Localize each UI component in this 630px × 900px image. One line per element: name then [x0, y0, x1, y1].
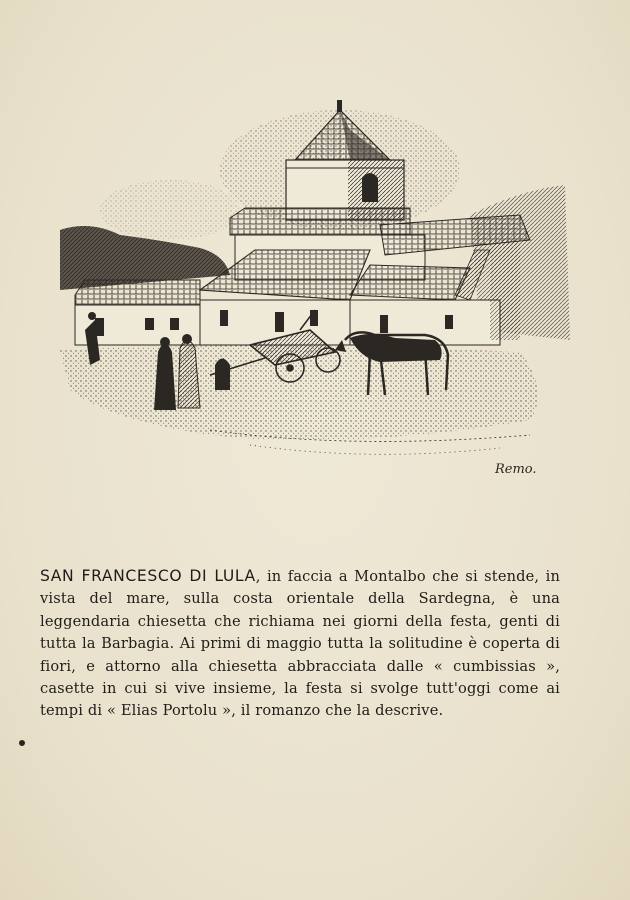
margin-dot — [19, 740, 25, 746]
caption-title: SAN FRANCESCO DI LULA — [40, 567, 256, 585]
caption-text: , in faccia a Montalbo che si stende, in vista del mare, sulla costa orientale della Sardegna, è una leggendaria chiesetta che richiama nei giorni della festa, genti di tutta la Barbagia. Ai primi di maggio tutta la solitudine è coperta di fiori, e attorno alla chiesetta abbracciata dalle « cumbissias », casette in cui si vive insieme, la festa si svolge tutt'oggi come ai tempi di « Elias Portolu », il romanzo che la descrive. — [40, 568, 560, 720]
church-illustration — [50, 90, 580, 490]
artist-signature: Remo. — [495, 462, 537, 477]
caption-paragraph — [40, 565, 560, 723]
